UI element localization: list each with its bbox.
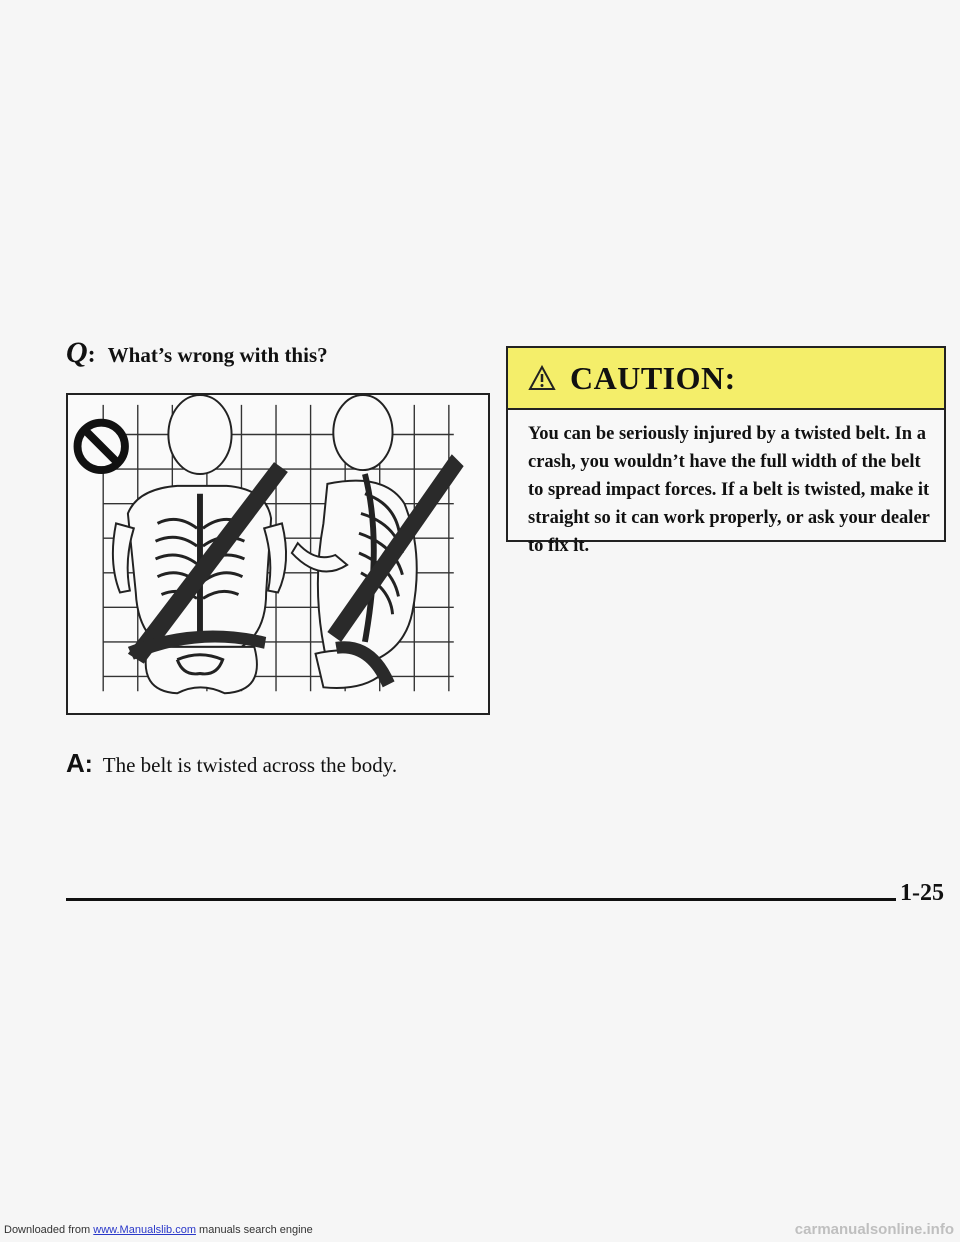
footer-suffix: manuals search engine — [199, 1224, 313, 1236]
caution-text: You can be seriously injured by a twisted belt. In a crash, you wouldn’t have the full width of the belt to spread impact forces. If a belt is twisted, make it straight so it can work properly, or ask your dealer to fix it. — [528, 424, 930, 556]
caution-box — [506, 346, 946, 556]
question-text: What’s wrong with this? — [107, 343, 328, 367]
caution-header — [508, 348, 944, 410]
prohibition-icon — [78, 423, 125, 470]
site-watermark: carmanualsonline.info — [794, 1221, 954, 1238]
page-rule — [66, 898, 896, 901]
answer-letter: A — [66, 748, 85, 778]
answer-colon: : — [84, 751, 93, 778]
answer-line — [66, 748, 397, 779]
question-letter: Q — [66, 336, 88, 369]
twisted-belt-illustration — [66, 393, 490, 715]
page-number: 1-25 — [900, 880, 944, 906]
download-footer — [0, 1224, 313, 1236]
warning-triangle-icon — [528, 365, 556, 391]
footer-prefix: Downloaded from — [4, 1224, 91, 1236]
caution-label: CAUTION: — [570, 359, 736, 396]
manualslib-link[interactable]: www.Manualslib.com — [93, 1224, 196, 1236]
answer-text: The belt is twisted across the body. — [102, 753, 398, 777]
question-line — [66, 336, 328, 370]
question-colon: : — [87, 342, 96, 368]
